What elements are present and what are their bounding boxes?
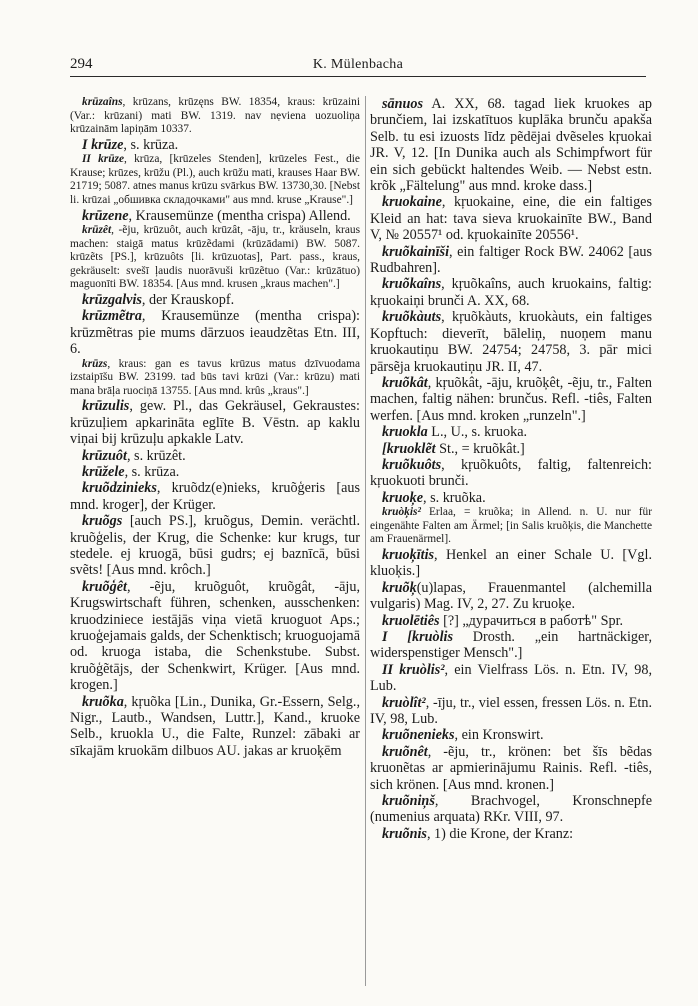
entry-headword: kruõķ — [382, 579, 417, 596]
dictionary-entry: kruõniņš, Brachvogel, Kronschnepfe (numenius arquata) RKr. VIII, 97. — [370, 793, 652, 826]
entry-headword: kruolētiês — [382, 612, 440, 629]
entry-headword: kruòlît² — [382, 694, 426, 711]
dictionary-entry: kruõkuôts, kŗuõkuôts, faltig, faltenreich: kŗuokuoti brunči. — [370, 456, 652, 490]
dictionary-entry: kruõkât, kŗuõkât, -āju, kruõķêt, -ẽju, tr., Falten machen, faltig nähen: brunčus. Refl. -tiês, Falten werfen. [Aus mnd. kroken „runzeln".] — [370, 374, 652, 424]
running-title: K. Mülenbacha — [312, 57, 404, 72]
dictionary-entry: krūzêt, -ẽju, krūzuôt, auch krūzât, -āju, tr., kräuseln, kraus machen: staigā matus krūzẽdami (krūzādami) BW. 5087. krūzẽts [PS.], krūzuôts [li. krūzuotas], Part. pass., kraus, gekräuselt: svešī ļaudis nuorāvuši krūzẽtuo (Var.: krūzātuo) maguonīti BW. 18354. [Aus mnd. krusen „kraus machen".] — [70, 223, 360, 291]
dictionary-entry: krūzulis, gew. Pl., das Gekräusel, Gekraustes: krūzuļiem apkarināta eglīte B. Vēstn. ap kaklu viņai bij krūzuļu apkakle Latv. — [70, 398, 360, 448]
dictionary-entry: kruõķ(u)lapas, Frauenmantel (alchemilla vulgaris) Mag. IV, 2, 27. Zu kruoķe. — [370, 579, 652, 613]
dictionary-entry: [kruoklẽt St., = kruõkât.] — [382, 440, 525, 457]
entry-headword: kruõģêt — [82, 578, 127, 595]
dictionary-entry: kruokaine, kŗuokaine, eine, die ein faltiges Kleid an hat: tava sieva kruokainīte BW., Band V, № 20557¹ od. kŗuokainīte 20556¹. — [370, 194, 652, 244]
dictionary-entry: krūžele, s. krūza. — [82, 463, 180, 480]
entry-headword: I krūze — [82, 136, 124, 153]
entry-headword: II kruòlis² — [382, 661, 445, 678]
dictionary-entry: kruoķe, s. kruõka. — [382, 489, 486, 506]
dictionary-entry: krūzuôt, s. krūzêt. — [82, 447, 186, 464]
entry-headword: krūzulis — [82, 398, 130, 415]
column-separator — [365, 96, 366, 986]
entry-headword: kruõkainīši — [382, 243, 450, 260]
entry-headword: krūzaîns — [82, 96, 123, 108]
dictionary-entry: I [kruòlis Drosth. „ein hartnäckiger, widerspenstiger Mensch".] — [370, 628, 652, 662]
entry-headword: kruõkàuts — [382, 309, 442, 326]
entry-headword: krūzmẽtra — [82, 308, 142, 325]
dictionary-entry: kruõkaîns, kŗuõkaîns, auch kruokains, faltig: kŗuokaiņi brunči A. XX, 68. — [370, 276, 652, 309]
entry-headword: kruõniņš — [382, 793, 435, 810]
dictionary-entry: kruõnenieks, ein Kronswirt. — [382, 727, 544, 744]
right-column — [370, 96, 652, 986]
page-header — [70, 50, 646, 77]
dictionary-entry: II krūze, krūza, [krūzeles Stenden], krūzeles Fest., die Krause; krūzes, krūžu (Pl.), auch krūžu mati, krauses Haar BW. 21719; 5087. atnes manus krūzu svārkus BW. 13730,30. [Nebst li. krūzai „обшивка складочками" aus mnd. kruse „Krause".] — [70, 153, 360, 206]
entry-headword: kruõkât — [382, 374, 428, 391]
entry-headword: kruokaine — [382, 194, 442, 211]
dictionary-entry: kruolētiês [?] „дурачиться в работѣ" Spr. — [382, 612, 624, 629]
dictionary-entry: kruõkàuts, kŗuõkàuts, kruokàuts, ein faltiges Kopftuch: dieverīt, bāleliņ, nuoņem manu kruokautiņu BW. 24754; 24758, 3. pār mici pārsẽja kruokautiņu JR. II, 47. — [370, 309, 652, 375]
entry-headword: krūzuôt — [82, 447, 127, 464]
dictionary-entry: krūzs, kraus: gan es tavus krūzus matus dzīvuodama izstaipīšu BW. 23199. tad būs tavi krūzi (Var.: krūzu) mati mana brāļa ruociņā 13755. [Aus mnd. krûs „kraus".] — [70, 357, 360, 397]
dictionary-entry: kruõkainīši, ein faltiger Rock BW. 24062 [aus Rudbahren]. — [370, 243, 652, 277]
dictionary-entry: krūzmẽtra, Krausemünze (mentha crispa): krūzmẽtras pie mums dārzuos ieaudzẽtas Etn. III, 6. — [70, 308, 360, 358]
entry-headword: sānuos — [382, 96, 424, 112]
entry-headword: kruõgs — [82, 513, 123, 530]
dictionary-entry: kruokla L., U., s. kruoka. — [382, 424, 528, 441]
entry-headword: kruõnêt — [382, 743, 428, 760]
dictionary-entry: kruoķītis, Henkel an einer Schale U. [Vgl. kluoķis.] — [370, 546, 652, 580]
dictionary-entry: I krūze, s. krūza. — [82, 136, 179, 153]
page-number: 294 — [70, 56, 93, 72]
dictionary-entry: kruõka, kŗuõka [Lin., Dunika, Gr.-Essern, Selg., Nigr., Lautb., Wandsen, Luttr.], Kand., kruoke Selb., kruokla U., die Falte, Runzel: zābaki ar sīkajām kruokām dilbuos AU. jakas ar kruoķēm — [70, 693, 360, 759]
entry-headword: kruõka — [82, 693, 124, 710]
entry-headword: kruokla — [382, 424, 428, 441]
dictionary-entry: krūzene, Krausemünze (mentha crispa) Allend. — [82, 207, 351, 224]
entry-headword: kruoķītis — [382, 546, 435, 563]
entry-headword: krūzene — [82, 207, 129, 224]
dictionary-entry: kruõgs [auch PS.], kruõgus, Demin. verächtl. kruõģelis, der Krug, die Schenke: kur krugs, tur stedele. ej kruogā, būsi gudrs; ej baznīcā, būsi svẽts! [Aus mnd. krôch.] — [70, 513, 360, 579]
dictionary-entry: kruòķis² Erlaa, = kruõka; in Allend. n. U. nur für eingenähte Falten am Ärmel; [in Salis kruõķis, die Manchette am Frauenärmel]. — [370, 506, 652, 546]
entry-headword: I [kruòlis — [382, 628, 454, 645]
dictionary-entry: kruõdzinieks, kruõdz(e)nieks, kruõģeris [aus mnd. kroger], der Krüger. — [70, 480, 360, 513]
entry-headword: krūzêt — [82, 223, 112, 236]
entry-headword: kruõnis — [382, 825, 427, 842]
left-column — [70, 96, 360, 986]
dictionary-entry: krūzgalvis, der Krauskopf. — [82, 291, 235, 308]
entry-headword: kruõkaîns — [382, 276, 442, 293]
dictionary-entry: krūzaîns, krūzans, krūzęns BW. 18354, kraus: krūzaini (Var.: krūzani) mati BW. 1319. nav nẹviena uozuoliņa krūzainām lapiņām 10337. — [70, 96, 360, 136]
entry-headword: kruõkuôts — [382, 456, 442, 473]
dictionary-entry: kruõnis, 1) die Krone, der Kranz: — [382, 825, 574, 842]
dictionary-entry: sānuos A. XX, 68. tagad liek kruokes ap brunčiem, lai izskatītuos kuplāka brunču apakša Selb. tu esi izuosts līdz pẽdējai dvẽseles kŗuokai JR. V, 12. [In Dunika auch als Schimpfwort für ein sich gebückt haltendes Weib. — Nebst estn. krõk „Fältelung" aus mnd. kroke dass.] — [370, 96, 652, 195]
dictionary-entry: kruõģêt, -ẽju, kruõguôt, kruõgât, -āju, Krugswirtschaft führen, schenken, ausschenken: kruodziniece iestājās viņa vietā kruoguot Aps.; kruoģejamais galds, der Schenktisch; kruoguojamā od. kruoga istaba, die Schenkstube. Subst. kruõģẽtājs, der Schenkwirt, Krüger. [Aus mnd. krogen.] — [70, 578, 360, 694]
dictionary-entry: kruõnêt, -ẽju, tr., krönen: bet šīs bẽdas kruonẽtas ar apmierinājumu Rainis. Refl. -tiês, sich krönen. [Aus mnd. kronen.] — [370, 743, 652, 793]
dictionary-entry: II kruòlis², ein Vielfrass Lös. n. Etn. IV, 98, Lub. — [370, 661, 652, 695]
entry-headword: kruõnenieks — [382, 727, 455, 744]
entry-headword: [kruoklẽt — [382, 440, 436, 457]
entry-headword: kruòķis² — [382, 506, 421, 519]
entry-headword: II krūze — [82, 153, 125, 166]
entry-headword: krūzs — [82, 357, 108, 370]
entry-headword: kruõdzinieks — [82, 480, 157, 497]
entry-headword: krūzgalvis — [82, 291, 142, 308]
entry-headword: kruoķe — [382, 489, 423, 506]
dictionary-entry: kruòlît², -īju, tr., viel essen, fressen Lös. n. Etn. IV, 98, Lub. — [370, 694, 652, 727]
entry-headword: krūžele — [82, 463, 125, 480]
